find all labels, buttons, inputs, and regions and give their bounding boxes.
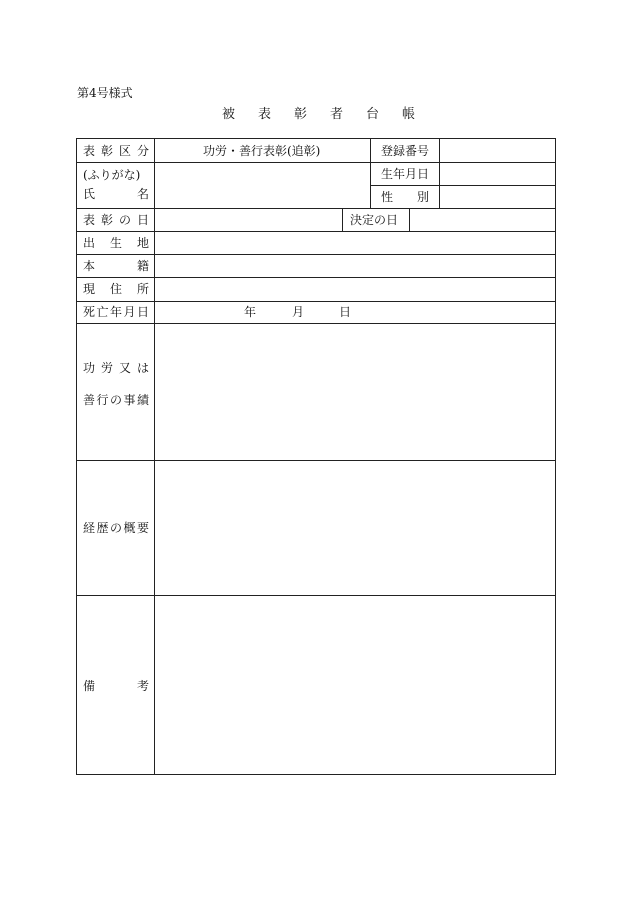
remarks-label: 備 考 [83,679,149,693]
award-type-label: 表 彰 区 分 [83,144,149,158]
merits-label-line2: 善 行 の 事 績 [83,393,149,407]
row-line [77,231,555,232]
row-line [77,254,555,255]
title-char: 帳 [402,107,416,122]
row-line [77,595,555,596]
title-char: 表 [258,107,272,122]
row-line [77,323,555,324]
death-year-unit: 年 [244,305,257,319]
title-char: 者 [330,107,344,122]
row-line [77,162,555,163]
row-line [77,460,555,461]
career-label: 経 歴 の 概 要 [83,521,149,535]
award-date-label: 表 彰 の 日 [83,213,149,227]
address-label: 現 住 所 [83,282,149,296]
page-title [222,103,438,122]
title-char: 彰 [294,107,308,122]
registration-no-label: 登録番号 [381,144,430,158]
name-label: 氏 名 [83,187,149,201]
furigana-label: (ふりがな) [83,168,141,182]
row-line [370,185,555,186]
col-line [409,208,410,231]
row-line [77,277,555,278]
row-line [77,301,555,302]
merits-label-line1: 功 労 又 は [83,361,149,375]
award-type-value: 功労・善行表彰(追彰) [203,144,321,158]
decision-date-label: 決定の日 [350,213,399,227]
register-table [76,138,556,775]
col-line [154,139,155,774]
death-month-unit: 月 [292,305,305,319]
death-day-unit: 日 [339,305,352,319]
birthdate-label: 生年月日 [381,167,430,181]
birthplace-label: 出 生 地 [83,236,149,250]
col-line [370,139,371,208]
death-date-label: 死 亡 年 月 日 [83,305,149,319]
gender-label: 性 別 [381,190,429,204]
title-char: 被 [222,107,236,122]
title-char: 台 [366,107,380,122]
form-number: 第4号様式 [77,86,133,100]
col-line [439,139,440,208]
row-line [77,208,555,209]
col-line [342,208,343,231]
domicile-label: 本 籍 [83,259,149,273]
